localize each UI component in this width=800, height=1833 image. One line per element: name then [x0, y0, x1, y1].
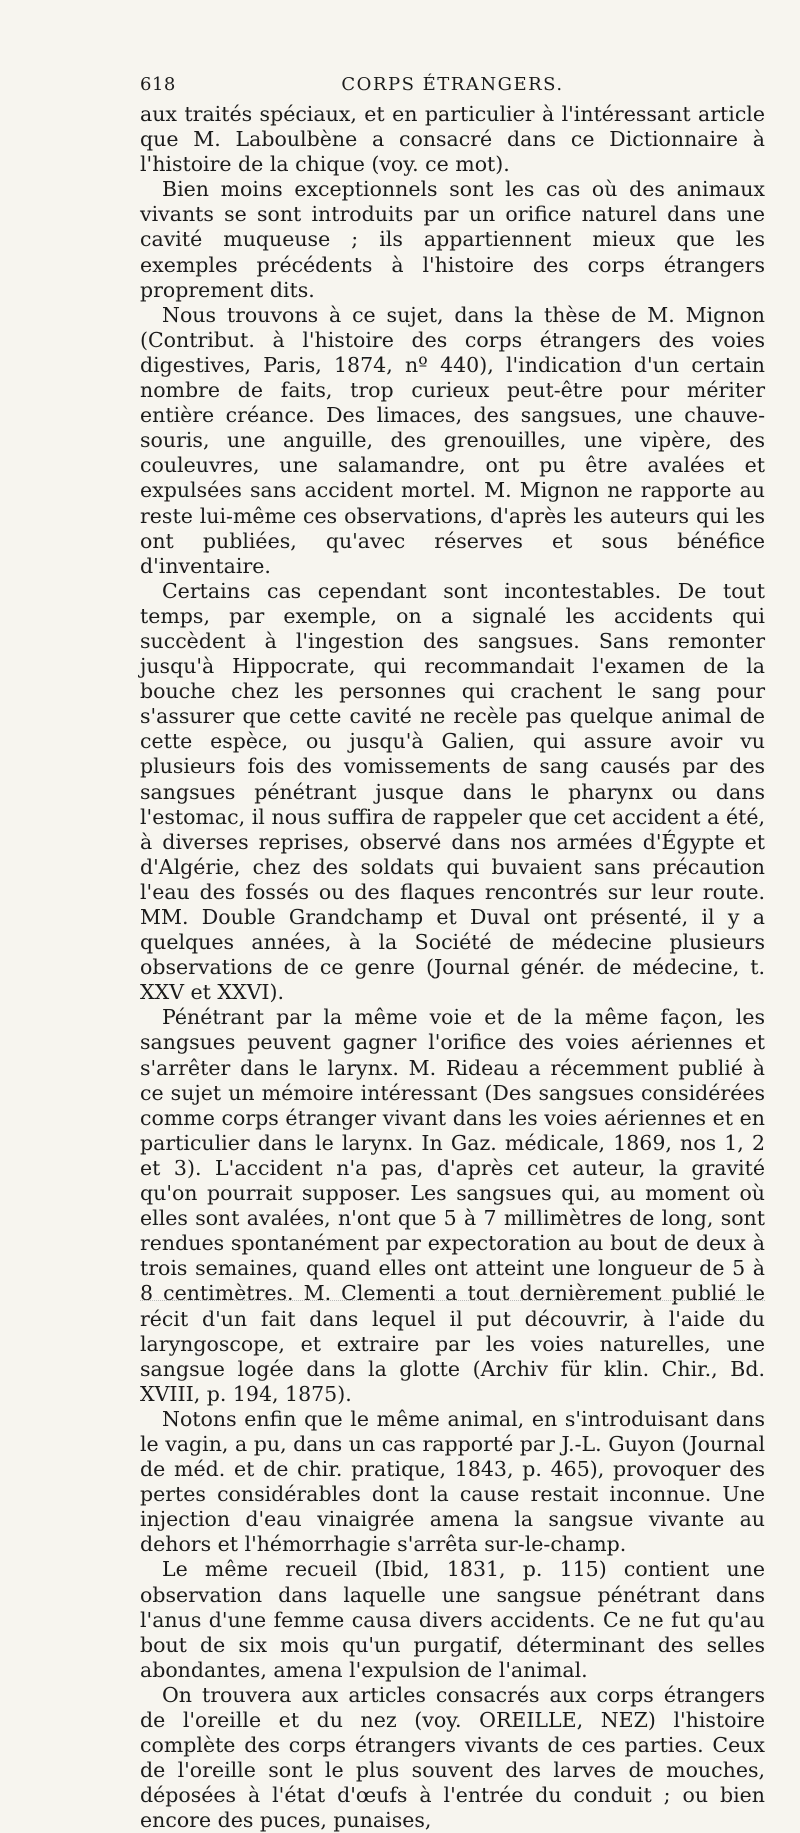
paragraph-vagin: Notons enfin que le même animal, en s'introduisant dans le vagin, a pu, dans un cas rapporté par J.-L. Guyon (Journal de méd. et de chir. pratique, 1843, p. 465), provoquer des pertes considérables dont la cause restait inconnue. Une injection d'eau vinaigrée amena la sangsue vivante au dehors et l'hémorrhagie s'arrêta sur-le-champ. — [140, 1406, 765, 1557]
page-header — [140, 74, 765, 100]
paragraph-anus: Le même recueil (Ibid, 1831, p. 115) contient une observation dans laquelle une sangsue pénétrant dans l'anus d'une femme causa divers accidents. Ce ne fut qu'au bout de six mois qu'un purgatif, déterminant des selles abondantes, amena l'expulsion de l'animal. — [140, 1557, 765, 1682]
paragraph-oreille-nez: On trouvera aux articles consacrés aux corps étrangers de l'oreille et du nez (voy. OREILLE, NEZ) l'histoire complète des corps étrangers vivants de ces parties. Ceux de l'oreille sont le plus souvent des larves de mouches, déposées à l'état d'œufs à l'entrée du conduit ; ou bien encore des puces, punaises, — [140, 1682, 765, 1833]
paragraph-continuation: aux traités spéciaux, et en particulier à l'intéressant article que M. Laboulbène a consacré dans ce Dictionnaire à l'histoire de la chique (voy. ce mot). — [140, 102, 765, 177]
paragraph-mignon: Nous trouvons à ce sujet, dans la thèse de M. Mignon (Contribut. à l'histoire des corps étrangers des voies digestives, Paris, 1874, nº 440), l'indication d'un certain nombre de faits, trop curieux peut-être pour mériter entière créance. Des limaces, des sangsues, une chauve-souris, une anguille, des grenouilles, une vipère, des couleuvres, une salamandre, ont pu être avalées et expulsées sans accident mortel. M. Mignon ne rapporte au reste lui-même ces observations, d'après les auteurs qui les ont publiées, qu'avec réserves et sous bénéfice d'inventaire. — [140, 302, 765, 578]
running-title: CORPS ÉTRANGERS. — [341, 74, 564, 95]
paragraph-voies-aeriennes: Pénétrant par la même voie et de la même façon, les sangsues peuvent gagner l'orifice des voies aériennes et s'arrêter dans le larynx. M. Rideau a récemment publié à ce sujet un mémoire intéressant (Des sangsues considérées comme corps étranger vivant dans les voies aériennes et en particulier dans le larynx. In Gaz. médicale, 1869, nos 1, 2 et 3). L'accident n'a pas, d'après cet auteur, la gravité qu'on pourrait supposer. Les sangsues qui, au moment où elles sont avalées, n'ont que 5 à 7 millimètres de long, sont rendues spontanément par expectoration au bout de deux à trois semaines, quand elles ont atteint une longueur de 5 à 8 centimètres. M. Clementi a tout dernièrement publié le récit d'un fait dans lequel il put découvrir, à l'aide du laryngoscope, et extraire par les voies naturelles, une sangsue logée dans la glotte (Archiv für klin. Chir., Bd. XVIII, p. 194, 1875). — [140, 1005, 765, 1406]
paragraph-animaux-vivants: Bien moins exceptionnels sont les cas où des animaux vivants se sont introduits par un orifice naturel dans une cavité muqueuse ; ils appartiennent mieux que les exemples précédents à l'histoire des corps étrangers proprement dits. — [140, 177, 765, 302]
paragraph-sangsues: Certains cas cependant sont incontestables. De tout temps, par exemple, on a signalé les accidents qui succèdent à l'ingestion des sangsues. Sans remonter jusqu'à Hippocrate, qui recommandait l'examen de la bouche chez les personnes qui crachent le sang pour s'assurer que cette cavité ne recèle pas quelque animal de cette espèce, ou jusqu'à Galien, qui assure avoir vu plusieurs fois des vomissements de sang causés par des sangsues pénétrant jusque dans le pharynx ou dans l'estomac, il nous suffira de rappeler que cet accident a été, à diverses reprises, observé dans nos armées d'Égypte et d'Algérie, chez des soldats qui buvaient sans précaution l'eau des fossés ou des flaques rencontrés sur leur route. MM. Double Grandchamp et Duval ont présenté, il y a quelques années, à la Société de médecine plusieurs observations de ce genre (Journal génér. de médecine, t. XXV et XXVI). — [140, 578, 765, 1005]
page-number: 618 — [140, 74, 176, 95]
page-footer-rule — [140, 1300, 765, 1305]
body-text — [140, 102, 765, 1833]
